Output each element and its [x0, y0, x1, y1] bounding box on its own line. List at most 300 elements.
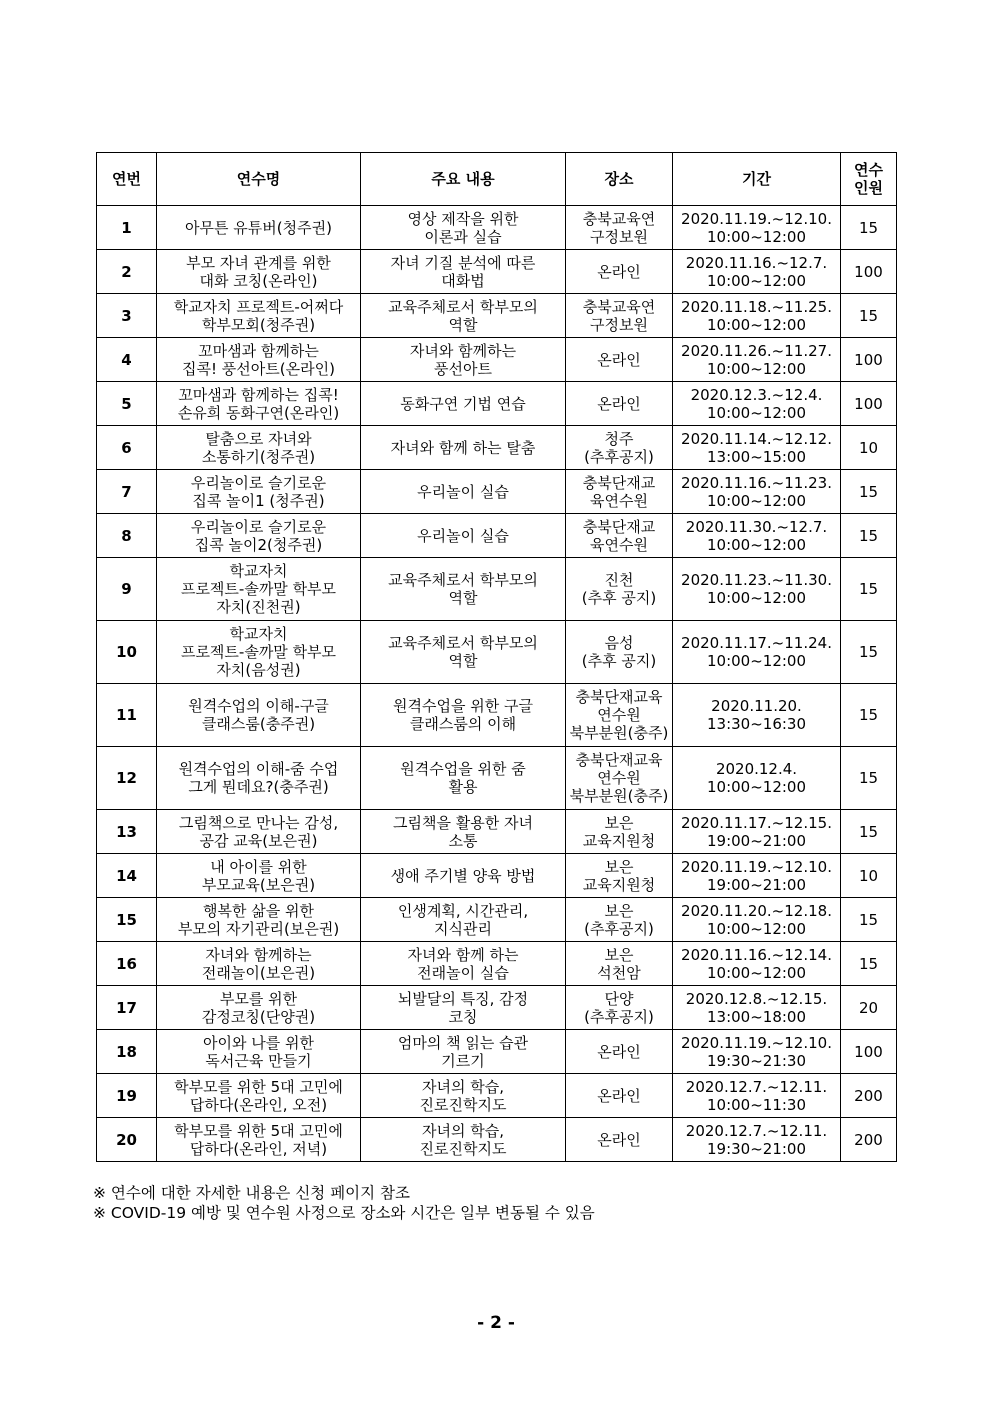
cell-content [361, 854, 566, 898]
cell-period-line: 2020.11.14.~12.12. [681, 429, 832, 448]
cell-place-line: 석천암 [597, 963, 641, 982]
cell-period-line: 10:00~11:30 [706, 1095, 807, 1114]
cell-no-line: 16 [116, 954, 137, 973]
cell-place-line: (추후공지) [584, 1007, 654, 1026]
cell-content-line: 자녀 기질 분석에 따른 [390, 253, 536, 272]
table-row [97, 250, 897, 294]
cell-name-line: 우리놀이로 슬기로운 [190, 517, 327, 536]
cell-place-line: 구정보원 [590, 315, 648, 334]
cell-no-line: 9 [121, 580, 132, 598]
cell-no [97, 621, 157, 684]
cell-count [841, 514, 897, 558]
cell-name-line: 공감 교육(보은권) [199, 831, 318, 850]
cell-name-line: 프로젝트-솔까말 학부모 [180, 580, 337, 598]
cell-no-line: 12 [116, 769, 137, 787]
table-header-row [97, 153, 897, 206]
cell-place-line: 연수원 [597, 769, 641, 787]
cell-period-line: 10:00~12:00 [706, 315, 807, 334]
cell-name [157, 898, 361, 942]
cell-name-line: 감정코칭(단양권) [201, 1007, 316, 1026]
cell-period [673, 426, 841, 470]
table-row [97, 382, 897, 426]
cell-count [841, 1030, 897, 1074]
cell-no [97, 294, 157, 338]
cell-period [673, 250, 841, 294]
cell-name-line: 집콕 놀이2(청주권) [194, 535, 323, 554]
table-row [97, 514, 897, 558]
cell-place [566, 426, 673, 470]
cell-content-line: 전래놀이 실습 [417, 963, 509, 982]
cell-name-line: 자치(음성권) [216, 661, 301, 679]
cell-content-line: 영상 제작을 위한 [407, 209, 519, 228]
table-row [97, 986, 897, 1030]
cell-period [673, 1118, 841, 1162]
cell-period [673, 942, 841, 986]
cell-period [673, 1030, 841, 1074]
cell-no-line: 3 [121, 306, 132, 325]
cell-period-line: 13:00~18:00 [706, 1007, 807, 1026]
table-row [97, 426, 897, 470]
cell-content [361, 898, 566, 942]
cell-count-line: 15 [858, 526, 879, 545]
cell-name-line: 소통하기(청주권) [201, 447, 316, 466]
cell-content-line: 코칭 [448, 1007, 478, 1026]
cell-count-line: 200 [854, 1086, 883, 1105]
cell-no-line: 10 [116, 643, 137, 661]
cell-name-line: 부모를 위한 [219, 989, 298, 1008]
cell-content-line: 지식관리 [434, 919, 492, 938]
cell-content [361, 338, 566, 382]
cell-count [841, 854, 897, 898]
cell-count [841, 338, 897, 382]
cell-place [566, 250, 673, 294]
cell-name-line: 행복한 삶을 위한 [203, 901, 314, 920]
cell-no [97, 1118, 157, 1162]
cell-place-line: 온라인 [597, 394, 641, 413]
table-row [97, 558, 897, 621]
cell-place-line: 교육지원청 [582, 875, 656, 894]
cell-content [361, 294, 566, 338]
cell-period-line: 10:00~12:00 [706, 963, 807, 982]
cell-name [157, 942, 361, 986]
cell-period-line: 10:00~12:00 [706, 778, 807, 796]
cell-no-line: 7 [121, 482, 132, 501]
cell-period [673, 898, 841, 942]
cell-count [841, 942, 897, 986]
cell-period-line: 2020.11.19.~12.10. [681, 1033, 832, 1052]
cell-content-line: 역할 [448, 589, 478, 607]
cell-period-line: 2020.11.17.~11.24. [681, 634, 832, 652]
cell-place [566, 294, 673, 338]
table-row [97, 1030, 897, 1074]
cell-no-line: 13 [116, 822, 137, 841]
cell-name [157, 684, 361, 747]
cell-place [566, 382, 673, 426]
cell-no-line: 2 [121, 262, 132, 281]
cell-no-line: 6 [121, 438, 132, 457]
cell-name-line: 탈춤으로 자녀와 [205, 429, 312, 448]
cell-count [841, 382, 897, 426]
cell-period-line: 10:00~12:00 [706, 535, 807, 554]
cell-no [97, 558, 157, 621]
cell-no [97, 810, 157, 854]
table-row [97, 470, 897, 514]
cell-place [566, 206, 673, 250]
cell-period-line: 19:30~21:30 [706, 1051, 807, 1070]
cell-no [97, 1030, 157, 1074]
cell-name-line: 부모교육(보은권) [201, 875, 316, 894]
cell-content-line: 역할 [448, 315, 478, 334]
cell-period-line: 2020.11.20.~12.18. [681, 901, 832, 920]
footnote: ※ 연수에 대한 자세한 내용은 신청 페이지 참조 [93, 1184, 410, 1202]
cell-place [566, 898, 673, 942]
cell-content [361, 206, 566, 250]
table-row [97, 621, 897, 684]
cell-period-line: 10:00~12:00 [706, 652, 807, 670]
cell-place [566, 942, 673, 986]
cell-content-line: 소통 [448, 831, 478, 850]
cell-place [566, 684, 673, 747]
cell-period [673, 470, 841, 514]
cell-no [97, 470, 157, 514]
cell-place-line: 온라인 [597, 262, 641, 281]
cell-name [157, 382, 361, 426]
cell-name [157, 470, 361, 514]
cell-no-line: 5 [121, 394, 132, 413]
cell-name-line: 자치(진천권) [216, 598, 301, 616]
cell-period-line: 2020.11.16.~12.7. [685, 253, 828, 272]
cell-place-line: (추후공지) [584, 447, 654, 466]
cell-count-line: 100 [854, 1042, 883, 1061]
cell-no [97, 854, 157, 898]
cell-place-line: 육연수원 [590, 535, 648, 554]
cell-name-line: 대화 코칭(온라인) [199, 271, 318, 290]
cell-count-line: 100 [854, 394, 883, 413]
cell-count [841, 1118, 897, 1162]
header-name: 연수명 [157, 153, 361, 206]
cell-content [361, 558, 566, 621]
cell-content [361, 470, 566, 514]
cell-place-line: 연수원 [597, 706, 641, 724]
table-row [97, 338, 897, 382]
footnotes [93, 1183, 595, 1223]
cell-name-line: 학교자치 [229, 562, 288, 580]
cell-place-line: 충북단재교육 [575, 688, 663, 706]
table-body [97, 206, 897, 1162]
cell-period-line: 2020.11.30.~12.7. [685, 517, 828, 536]
cell-period [673, 747, 841, 810]
cell-name [157, 1030, 361, 1074]
table-row [97, 294, 897, 338]
cell-period-line: 10:00~12:00 [706, 359, 807, 378]
cell-content-line: 그림책을 활용한 자녀 [393, 813, 533, 832]
cell-period-line: 2020.11.17.~12.15. [681, 813, 832, 832]
cell-period-line: 10:00~12:00 [706, 403, 807, 422]
cell-no [97, 942, 157, 986]
cell-period-line: 2020.11.19.~12.10. [681, 857, 832, 876]
cell-no-line: 14 [116, 866, 137, 885]
cell-content-line: 자녀와 함께 하는 탈춤 [390, 438, 536, 457]
cell-place-line: 보은 [604, 857, 634, 876]
cell-period-line: 2020.12.4. [715, 760, 798, 778]
cell-name [157, 810, 361, 854]
cell-place-line: 충북교육연 [582, 209, 656, 228]
cell-count [841, 621, 897, 684]
cell-no [97, 986, 157, 1030]
cell-name-line: 원격수업의 이해-줌 수업 [178, 760, 339, 778]
cell-no [97, 898, 157, 942]
cell-place [566, 1030, 673, 1074]
cell-period-line: 10:00~12:00 [706, 589, 807, 607]
cell-period-line: 19:00~21:00 [706, 831, 807, 850]
cell-place-line: 충북교육연 [582, 297, 656, 316]
cell-period-line: 2020.12.7.~12.11. [685, 1077, 828, 1096]
cell-period-line: 2020.12.8.~12.15. [685, 989, 828, 1008]
cell-content-line: 뇌발달의 특징, 감정 [397, 989, 529, 1008]
cell-period [673, 1074, 841, 1118]
cell-place-line: 육연수원 [590, 491, 648, 510]
cell-period-line: 13:30~16:30 [706, 715, 807, 733]
cell-period [673, 206, 841, 250]
cell-place-line: 단양 [604, 989, 634, 1008]
cell-count [841, 426, 897, 470]
cell-place-line: (추후 공지) [581, 589, 657, 607]
cell-period [673, 294, 841, 338]
cell-period-line: 2020.11.19.~12.10. [681, 209, 832, 228]
cell-name [157, 747, 361, 810]
cell-period [673, 621, 841, 684]
cell-content-line: 생애 주기별 양육 방법 [390, 866, 536, 885]
cell-period [673, 684, 841, 747]
cell-count-line: 15 [858, 643, 879, 661]
cell-content-line: 대화법 [441, 271, 485, 290]
cell-place [566, 1118, 673, 1162]
cell-count-line: 200 [854, 1130, 883, 1149]
cell-content-line: 교육주체로서 학부모의 [388, 571, 538, 589]
cell-name [157, 1118, 361, 1162]
table-row [97, 684, 897, 747]
cell-period [673, 810, 841, 854]
cell-no-line: 17 [116, 998, 137, 1017]
cell-name [157, 621, 361, 684]
cell-count-line: 15 [858, 580, 879, 598]
cell-name-line: 학부모회(청주권) [201, 315, 316, 334]
cell-period-line: 10:00~12:00 [706, 919, 807, 938]
cell-period [673, 382, 841, 426]
cell-content-line: 이론과 실습 [424, 227, 502, 246]
cell-content [361, 942, 566, 986]
cell-name-line: 학부모를 위한 5대 고민에 [174, 1121, 343, 1140]
training-schedule-table [96, 152, 897, 1162]
page-number: - 2 - [477, 1313, 515, 1333]
cell-period-line: 2020.11.16.~12.14. [681, 945, 832, 964]
cell-name-line: 자녀와 함께하는 [205, 945, 312, 964]
cell-no-line: 11 [116, 706, 137, 724]
cell-place-line: 교육지원청 [582, 831, 656, 850]
cell-count-line: 15 [858, 822, 879, 841]
cell-count-line: 10 [858, 866, 879, 885]
cell-name [157, 986, 361, 1030]
cell-no [97, 382, 157, 426]
cell-period-line: 10:00~12:00 [706, 271, 807, 290]
cell-count [841, 558, 897, 621]
cell-no-line: 18 [116, 1042, 137, 1061]
cell-period [673, 514, 841, 558]
cell-content [361, 621, 566, 684]
table-row [97, 854, 897, 898]
cell-content [361, 1074, 566, 1118]
cell-name-line: 독서근육 만들기 [205, 1051, 312, 1070]
cell-period [673, 986, 841, 1030]
cell-no [97, 1074, 157, 1118]
cell-period-line: 2020.11.20. [711, 697, 802, 715]
cell-period-line: 2020.11.16.~11.23. [681, 473, 832, 492]
cell-period-line: 13:00~15:00 [706, 447, 807, 466]
cell-content-line: 클래스룸의 이해 [409, 715, 517, 733]
cell-name-line: 손유희 동화구연(온라인) [177, 403, 340, 422]
cell-no [97, 514, 157, 558]
header-count [841, 153, 897, 206]
cell-name [157, 250, 361, 294]
cell-content-line: 동화구연 기법 연습 [400, 394, 526, 413]
cell-name-line: 그게 뭔데요?(충주권) [188, 778, 329, 796]
cell-content-line: 인생계획, 시간관리, [397, 901, 529, 920]
cell-no [97, 747, 157, 810]
cell-place [566, 747, 673, 810]
cell-content-line: 풍선아트 [434, 359, 492, 378]
cell-period-line: 2020.11.23.~11.30. [681, 571, 832, 589]
cell-count-line: 15 [858, 769, 879, 787]
cell-name-line: 집콕 놀이1 (청주권) [192, 491, 325, 510]
cell-no [97, 338, 157, 382]
cell-place-line: 온라인 [597, 350, 641, 369]
cell-name-line: 클래스룸(충주권) [201, 715, 316, 733]
cell-content-line: 원격수업을 위한 구글 [393, 697, 533, 715]
cell-content-line: 진로진학지도 [419, 1139, 507, 1158]
cell-content-line: 우리놀이 실습 [417, 482, 509, 501]
cell-place-line: 진천 [604, 571, 634, 589]
cell-place-line: 청주 [604, 429, 634, 448]
cell-count [841, 810, 897, 854]
cell-count-line: 15 [858, 954, 879, 973]
cell-count-line: 15 [858, 482, 879, 501]
cell-period-line: 10:00~12:00 [706, 227, 807, 246]
cell-period [673, 338, 841, 382]
cell-period-line: 2020.12.7.~12.11. [685, 1121, 828, 1140]
cell-count [841, 898, 897, 942]
header-place: 장소 [566, 153, 673, 206]
cell-name-line: 부모의 자기관리(보은권) [177, 919, 340, 938]
cell-place [566, 558, 673, 621]
cell-period-line: 19:30~21:00 [706, 1139, 807, 1158]
cell-content [361, 382, 566, 426]
cell-name-line: 프로젝트-솔까말 학부모 [180, 643, 337, 661]
cell-place-line: 온라인 [597, 1042, 641, 1061]
cell-count [841, 470, 897, 514]
cell-no-line: 4 [121, 350, 132, 369]
cell-name-line: 집콕! 풍선아트(온라인) [182, 359, 335, 378]
cell-content [361, 810, 566, 854]
cell-name [157, 294, 361, 338]
cell-no [97, 684, 157, 747]
cell-no-line: 1 [121, 218, 132, 237]
cell-count-line: 15 [858, 910, 879, 929]
cell-count-line: 10 [858, 438, 879, 457]
cell-name-line: 전래놀이(보은권) [201, 963, 316, 982]
table-row [97, 810, 897, 854]
cell-count-line: 15 [858, 706, 879, 724]
cell-name-line: 답하다(온라인, 저녁) [189, 1139, 328, 1158]
cell-no [97, 250, 157, 294]
cell-period [673, 558, 841, 621]
cell-name-line: 학부모를 위한 5대 고민에 [174, 1077, 343, 1096]
cell-name-line: 꼬마샘과 함께하는 집콕! [178, 385, 339, 404]
cell-content [361, 747, 566, 810]
cell-place-line: 북부분원(충주) [569, 724, 669, 742]
cell-name [157, 514, 361, 558]
cell-place [566, 338, 673, 382]
cell-content-line: 자녀와 함께하는 [409, 341, 517, 360]
cell-place-line: 북부분원(충주) [569, 787, 669, 805]
cell-count [841, 206, 897, 250]
table-row [97, 747, 897, 810]
cell-name-line: 내 아이를 위한 [210, 857, 307, 876]
cell-place-line: 구정보원 [590, 227, 648, 246]
cell-content-line: 역할 [448, 652, 478, 670]
cell-place [566, 986, 673, 1030]
footnote: ※ COVID-19 예방 및 연수원 사정으로 장소와 시간은 일부 변동될 수 있음 [93, 1204, 595, 1222]
table-row [97, 1118, 897, 1162]
table-row [97, 898, 897, 942]
cell-period-line: 19:00~21:00 [706, 875, 807, 894]
cell-content-line: 엄마의 책 읽는 습관 [397, 1033, 529, 1052]
cell-period-line: 10:00~12:00 [706, 491, 807, 510]
cell-name [157, 426, 361, 470]
table-row [97, 942, 897, 986]
cell-name [157, 1074, 361, 1118]
cell-name [157, 206, 361, 250]
table-row [97, 1074, 897, 1118]
cell-content [361, 1118, 566, 1162]
cell-content [361, 986, 566, 1030]
cell-content [361, 250, 566, 294]
cell-count [841, 1074, 897, 1118]
cell-place-line: 보은 [604, 813, 634, 832]
cell-content-line: 기르기 [441, 1051, 485, 1070]
cell-content-line: 자녀의 학습, [422, 1077, 504, 1096]
cell-count [841, 684, 897, 747]
cell-count-line: 100 [854, 350, 883, 369]
header-count-line2: 인원 [854, 179, 883, 197]
table-row [97, 206, 897, 250]
cell-name [157, 854, 361, 898]
cell-count-line: 100 [854, 262, 883, 281]
cell-content [361, 1030, 566, 1074]
cell-content-line: 교육주체로서 학부모의 [388, 634, 538, 652]
cell-place-line: 보은 [604, 945, 634, 964]
cell-period [673, 854, 841, 898]
cell-place [566, 854, 673, 898]
cell-count-line: 15 [858, 306, 879, 325]
cell-content-line: 교육주체로서 학부모의 [388, 297, 538, 316]
cell-name-line: 아무튼 유튜버(청주권) [185, 218, 332, 237]
cell-place-line: 충북단재교육 [575, 751, 663, 769]
cell-place-line: 온라인 [597, 1130, 641, 1149]
cell-count [841, 747, 897, 810]
cell-place-line: 음성 [604, 634, 634, 652]
cell-name-line: 꼬마샘과 함께하는 [198, 341, 319, 360]
cell-name-line: 학교자치 프로젝트-어쩌다 [173, 297, 344, 316]
